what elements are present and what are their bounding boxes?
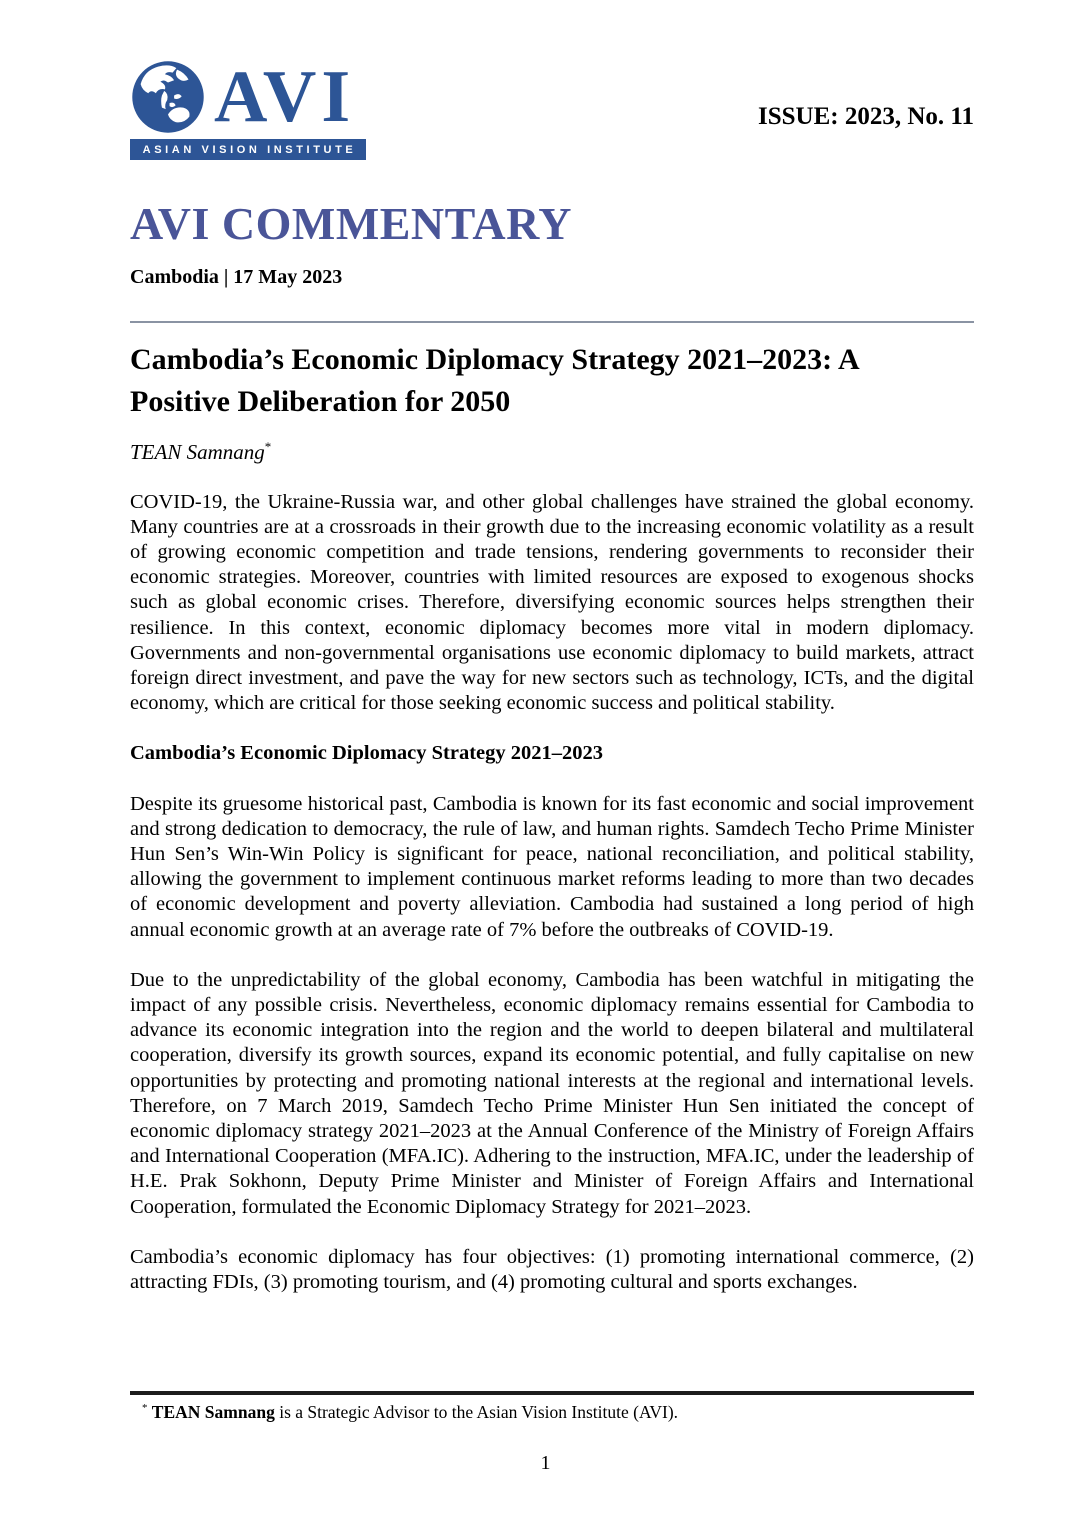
globe-asia-icon [130,59,206,135]
paragraph-intro: COVID-19, the Ukraine-Russia war, and other global challenges have strained the global economy. Many countries are at a crossroads in their growth due to the increasing economic volatility as a result of growing economic competition and trade tensions, rendering governments to reconsider their economic strategies. Moreover, countries with limited resources are exposed to exogenous shocks such as global economic crises. Therefore, diversifying economic sources helps strengthen their resilience. In this context, economic diplomacy becomes more vital in modern diplomacy. Governments and non-governmental organisations use economic diplomacy to build markets, attract foreign direct investment, and pave the way for new sectors such as technology, ICTs, and the digital economy, which are critical for those seeking economic success and political stability. [130,490,974,715]
author-name: TEAN Samnang [130,439,265,464]
footnote-divider [130,1391,974,1395]
paragraph: Despite its gruesome historical past, Cambodia is known for its fast economic and social improvement and strong dedication to democracy, the rule of law, and human rights. Samdech Techo Prime Minister Hun Sen’s Win-Win Policy is significant for peace, national reconciliation, and political stability, allowing the government to implement continuous market reforms leading to more than two decades of economic development and poverty alleviation. Cambodia had sustained a long period of high annual economic growth at an average rate of 7% before the outbreaks of COVID-19. [130,792,974,941]
avi-logo [130,58,366,160]
logo-banner: ASIAN VISION INSTITUTE [130,139,366,160]
footnote-author: TEAN Samnang [151,1402,275,1422]
section-heading: Cambodia’s Economic Diplomacy Strategy 2021–2023 [130,742,603,765]
footnote-section [130,1391,974,1424]
header-divider [130,321,974,323]
series-title: AVI COMMENTARY [130,198,572,249]
footnote [130,1402,974,1424]
author-footnote-mark: * [264,438,272,454]
author-line [130,439,974,465]
paragraph: Due to the unpredictability of the global economy, Cambodia has been watchful in mitigating the impact of any possible crisis. Nevertheless, economic diplomacy remains essential for Cambodia to advance its economic integration into the region and the world to deepen bilateral and multilateral cooperation, diversify its growth sources, expand its economic potential, and fully capitalise on new opportunities by protecting and promoting national interests at the regional and international levels. Therefore, on 7 March 2019, Samdech Techo Prime Minister Hun Sen initiated the concept of economic diplomacy strategy 2021–2023 at the Annual Conference of the Ministry of Foreign Affairs and International Cooperation (MFA.IC). Adhering to the instruction, MFA.IC, under the leadership of H.E. Prak Sokhonn, Deputy Prime Minister and Minister of Foreign Affairs and International Cooperation, formulated the Economic Diplomacy Strategy for 2021–2023. [130,968,974,1218]
page-number: 1 [540,1452,551,1474]
dateline: Cambodia | 17 May 2023 [130,265,343,288]
logo-mark [130,58,366,136]
issue-label: ISSUE: 2023, No. 11 [757,103,974,130]
page-header [130,58,974,160]
footnote-text: is a Strategic Advisor to the Asian Vision Institute (AVI). [279,1402,679,1422]
paragraph: Cambodia’s economic diplomacy has four objectives: (1) promoting international commerce, (2) attracting FDIs, (3) promoting tourism, and (4) promoting cultural and sports exchanges. [130,1245,974,1293]
logo-acronym: AVI [214,56,356,138]
footnote-mark: * [142,1402,148,1415]
article-title: Cambodia’s Economic Diplomacy Strategy 2021–2023: A Positive Deliberation for 2050 [130,342,859,418]
